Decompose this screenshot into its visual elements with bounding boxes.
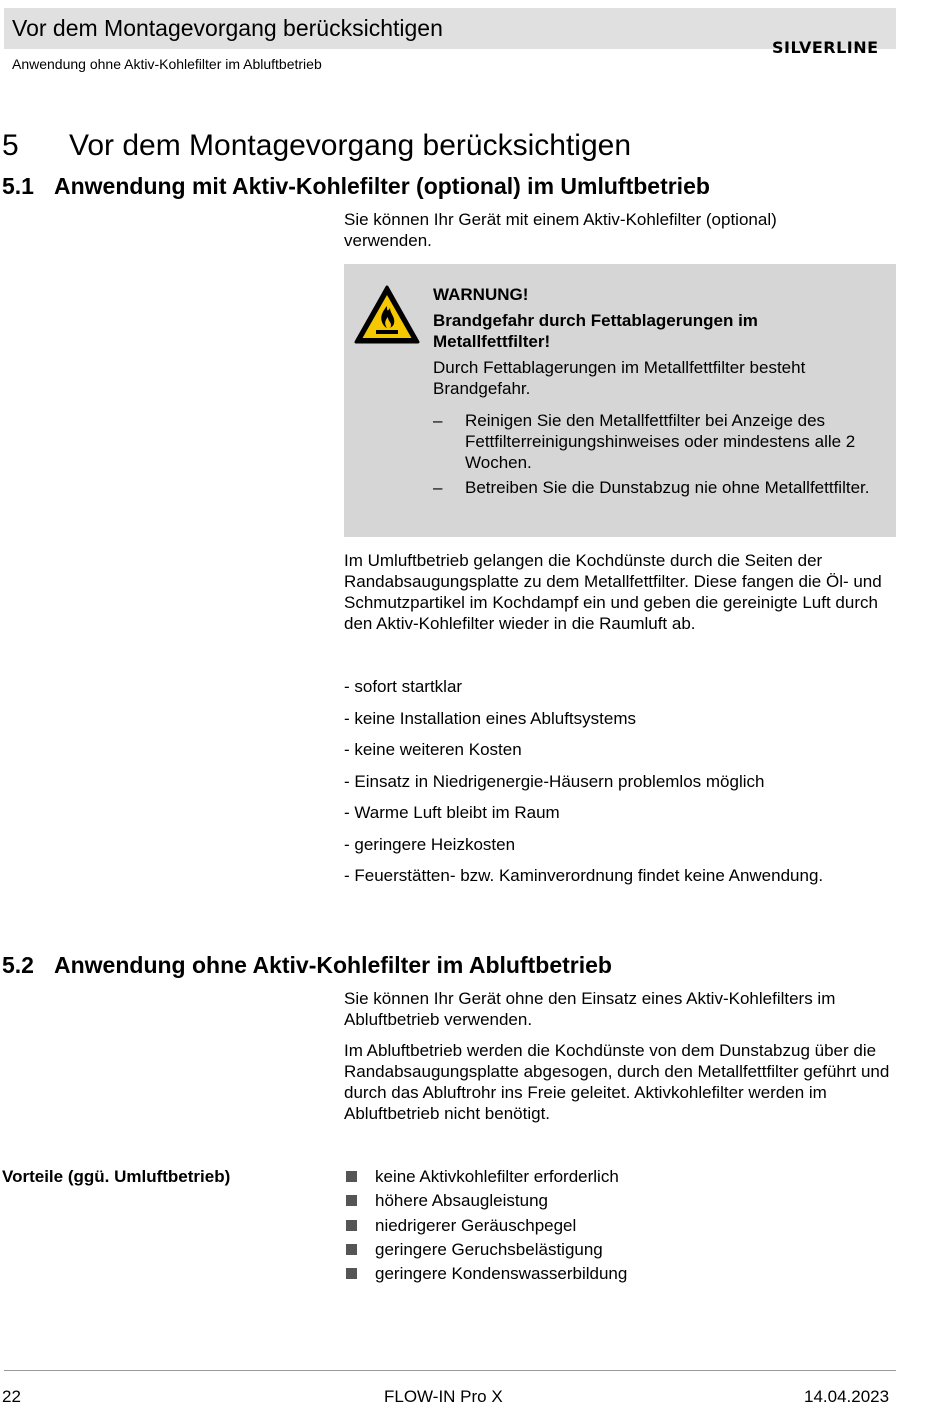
header-subtitle: Anwendung ohne Aktiv-Kohlefilter im Abluftbetrieb [12, 56, 322, 72]
list-item: - Einsatz in Niedrigenergie-Häusern problemlos möglich [344, 771, 765, 791]
list-item: - keine weiteren Kosten [344, 740, 522, 759]
list-item: höhere Absaugleistung [344, 1190, 884, 1214]
square-bullet-icon [346, 1244, 357, 1255]
chapter-number: 5 [2, 129, 19, 162]
page-number: 22 [2, 1387, 21, 1406]
warning-label: WARNUNG! [433, 285, 529, 304]
section-2-intro: Sie können Ihr Gerät ohne den Einsatz eines Aktiv-Kohlefilters im Abluftbetrieb verwenden. [344, 989, 836, 1029]
square-bullet-icon [346, 1195, 357, 1206]
list-item: geringere Kondenswasserbildung [344, 1263, 884, 1287]
warning-list-item: – Betreiben Sie die Dunstabzug nie ohne Metallfettfilter. [433, 478, 870, 497]
footer-date: 14.04.2023 [804, 1387, 890, 1406]
warning-text: Durch Fettablagerungen im Metallfettfilter besteht Brandgefahr. [433, 358, 806, 398]
brand-logo: SILVERLINE [772, 38, 879, 57]
section-2-paragraph: Im Abluftbetrieb werden die Kochdünste von dem Dunstabzug über die Randabsaugungsplatte abgesogen, durch den Metallfettfilter geführt und durch das Abluftrohr ins Freie geleitet. Aktivkohlefilter werden im Abluftbetrieb nicht benötigt. [344, 1041, 890, 1123]
list-item: geringere Geruchsbelästigung [344, 1239, 884, 1263]
dash-icon: – [433, 411, 443, 430]
square-bullet-icon [346, 1268, 357, 1279]
list-item: - geringere Heizkosten [344, 834, 516, 854]
list-item: - keine Installation eines Abluftsystems [344, 708, 636, 728]
square-bullet-icon [346, 1220, 357, 1231]
warning-headline: Brandgefahr durch Fettablagerungen im Metallfettfilter! [433, 311, 758, 351]
square-bullet-icon [346, 1171, 357, 1182]
benefits-list [344, 676, 904, 897]
section-1-title: Anwendung mit Aktiv-Kohlefilter (optional) im Umluftbetrieb [54, 173, 710, 199]
list-item: niedrigerer Geräuschpegel [344, 1215, 884, 1239]
section-1-intro: Sie können Ihr Gerät mit einem Aktiv-Kohlefilter (optional) verwenden. [344, 210, 777, 250]
section-1-paragraph: Im Umluftbetrieb gelangen die Kochdünste durch die Seiten der Randabsaugungsplatte zu dem Metallfettfilter. Diese fangen die Öl- und Schmutzpartikel im Kochdampf ein und geben die gereinigte Luft durch den Aktiv-Kohlefilter wieder in die Raumluft ab. [344, 551, 882, 633]
fire-hazard-icon [353, 284, 421, 346]
advantages-label: Vorteile (ggü. Umluftbetrieb) [2, 1167, 231, 1186]
footer-divider [4, 1370, 896, 1371]
chapter-title: Vor dem Montagevorgang berücksichtigen [69, 129, 632, 162]
section-2-number: 5.2 [2, 952, 34, 978]
list-item: - Feuerstätten- bzw. Kaminverordnung findet keine Anwendung. [344, 866, 824, 885]
warning-content [433, 284, 873, 502]
list-item: keine Aktivkohlefilter erforderlich [344, 1166, 884, 1190]
footer-product: FLOW-IN Pro X [384, 1387, 503, 1406]
advantages-list [344, 1166, 884, 1287]
header-title: Vor dem Montagevorgang berücksichtigen [12, 15, 443, 41]
dash-icon: – [433, 478, 443, 497]
list-item: - sofort startklar [344, 677, 463, 696]
warning-list-item: – Reinigen Sie den Metallfettfilter bei Anzeige des Fettfilterreinigungshinweises oder mindestens alle 2 Wochen. [433, 411, 856, 472]
section-1-number: 5.1 [2, 173, 34, 199]
list-item: - Warme Luft bleibt im Raum [344, 803, 560, 822]
section-2-title: Anwendung ohne Aktiv-Kohlefilter im Abluftbetrieb [54, 952, 612, 978]
